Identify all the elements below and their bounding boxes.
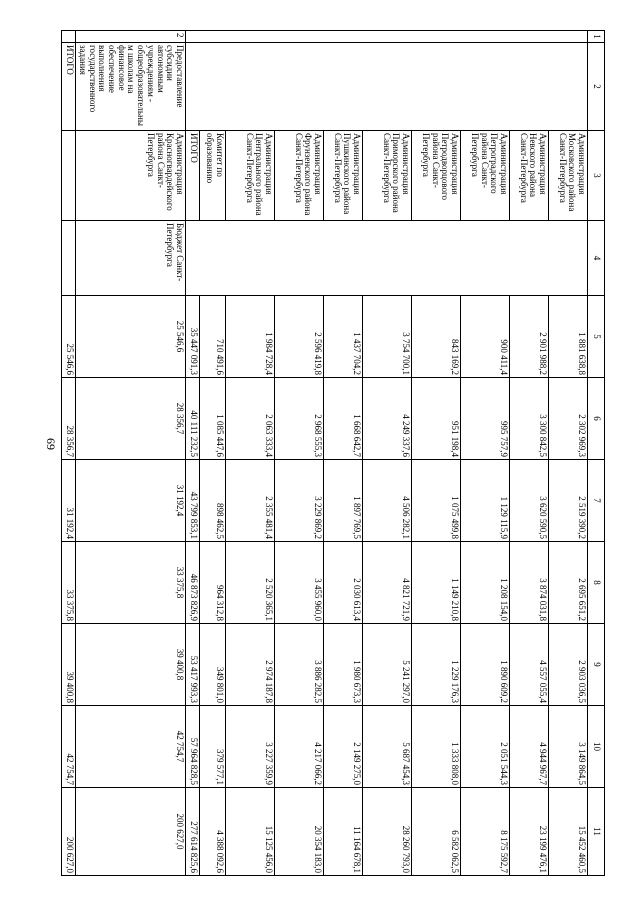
total-value: 39 400,8 xyxy=(62,624,76,706)
value-cell: 28 260 793,0 xyxy=(363,788,412,876)
value-cell: 3 149 864,5 xyxy=(549,706,588,788)
value-cell: 25 546,6 xyxy=(76,296,186,378)
header-cell: 10 xyxy=(588,706,605,788)
table-row xyxy=(461,31,510,876)
value-cell: 31 192,4 xyxy=(76,460,186,542)
total-value: 277 614 825,6 xyxy=(186,788,200,876)
value-cell: 2 520 365,1 xyxy=(226,542,275,624)
executor-cell: Комитет по образованию xyxy=(200,131,226,221)
total-value: 31 192,4 xyxy=(62,460,76,542)
value-cell: 4 506 282,1 xyxy=(363,460,412,542)
header-cell: 5 xyxy=(588,296,605,378)
empty-cell xyxy=(186,31,588,43)
value-cell: 28 356,7 xyxy=(76,378,186,460)
table-row xyxy=(226,31,275,876)
executor-cell: Администрация Петроградского района Санкт-Петербурга xyxy=(461,131,510,221)
document-page xyxy=(65,30,605,875)
rotated-table-container xyxy=(65,30,605,875)
header-cell: 8 xyxy=(588,542,605,624)
total-value: 40 111 232,5 xyxy=(186,378,200,460)
value-cell: 3 300 842,5 xyxy=(510,378,549,460)
header-row xyxy=(588,31,605,876)
empty-cell xyxy=(186,43,588,131)
executor-cell: Администрация Невского района Санкт-Петербурга xyxy=(510,131,549,221)
funding-source: Бюджет Санкт-Петербурга xyxy=(76,221,186,296)
value-cell: 200 627,0 xyxy=(76,788,186,876)
empty-cell xyxy=(186,221,588,296)
total-row xyxy=(186,31,200,876)
page-number: 69 xyxy=(44,438,58,450)
value-cell: 2 519 390,2 xyxy=(549,460,588,542)
table-row xyxy=(549,31,588,876)
value-cell: 1 229 176,3 xyxy=(412,624,461,706)
value-cell: 4 821 721,9 xyxy=(363,542,412,624)
value-cell: 2 030 613,4 xyxy=(324,542,363,624)
value-cell: 3 874 031,8 xyxy=(510,542,549,624)
table-row xyxy=(275,31,324,876)
value-cell: 20 354 183,0 xyxy=(275,788,324,876)
value-cell: 3 229 869,2 xyxy=(275,460,324,542)
table-row xyxy=(412,31,461,876)
value-cell: 3 455 960,0 xyxy=(275,542,324,624)
value-cell: 39 400,8 xyxy=(76,624,186,706)
value-cell: 15 452 460,5 xyxy=(549,788,588,876)
value-cell: 1 984 728,4 xyxy=(226,296,275,378)
value-cell: 1 881 638,8 xyxy=(549,296,588,378)
value-cell: 4 557 055,4 xyxy=(510,624,549,706)
header-cell: 4 xyxy=(588,221,605,296)
total-value: 46 873 826,9 xyxy=(186,542,200,624)
empty-cell xyxy=(62,221,76,296)
value-cell: 900 411,4 xyxy=(461,296,510,378)
value-cell: 1 890 609,2 xyxy=(461,624,510,706)
value-cell: 2 051 544,3 xyxy=(461,706,510,788)
executor-cell: Администрация Фрунзенского района Санкт-Петербурга xyxy=(275,131,324,221)
executor-cell: Администрация Центрального района Санкт-Петербурга xyxy=(226,131,275,221)
total-label: ИТОГО xyxy=(62,43,76,131)
value-cell: 2 968 555,3 xyxy=(275,378,324,460)
executor-cell: Администрация Петродворцового района Санкт-Петербурга xyxy=(412,131,461,221)
value-cell: 1 897 769,5 xyxy=(324,460,363,542)
value-cell: 710 491,6 xyxy=(200,296,226,378)
value-cell: 1 208 154,0 xyxy=(461,542,510,624)
table-row xyxy=(324,31,363,876)
value-cell: 6 582 062,5 xyxy=(412,788,461,876)
header-cell: 2 xyxy=(588,43,605,131)
total-value: 42 754,7 xyxy=(62,706,76,788)
value-cell: 1 085 447,6 xyxy=(200,378,226,460)
executor-cell: Администрация Приморского района Санкт-Петербурга xyxy=(363,131,412,221)
header-cell: 3 xyxy=(588,131,605,221)
value-cell: 1 980 673,3 xyxy=(324,624,363,706)
value-cell: 995 757,9 xyxy=(461,378,510,460)
value-cell: 964 312,8 xyxy=(200,542,226,624)
value-cell: 3 620 590,5 xyxy=(510,460,549,542)
total-value: 200 627,0 xyxy=(62,788,76,876)
value-cell: 5 241 297,0 xyxy=(363,624,412,706)
value-cell: 1 668 642,7 xyxy=(324,378,363,460)
activity-description: Предоставление субсидии автономным учреждениям - общеобразовательным школам на финансовое обеспечение выполнения государственного задания xyxy=(76,43,186,131)
value-cell: 5 687 454,3 xyxy=(363,706,412,788)
header-cell: 9 xyxy=(588,624,605,706)
value-cell: 1 149 210,8 xyxy=(412,542,461,624)
table-row xyxy=(363,31,412,876)
value-cell: 2 695 651,2 xyxy=(549,542,588,624)
value-cell: 2 901 988,2 xyxy=(510,296,549,378)
value-cell: 2 063 333,4 xyxy=(226,378,275,460)
empty-cell xyxy=(62,31,76,43)
value-cell: 898 462,5 xyxy=(200,460,226,542)
value-cell: 951 198,4 xyxy=(412,378,461,460)
value-cell: 8 175 592,7 xyxy=(461,788,510,876)
empty-cell xyxy=(62,131,76,221)
value-cell: 2 149 275,0 xyxy=(324,706,363,788)
value-cell: 15 125 456,0 xyxy=(226,788,275,876)
total-value: 35 447 091,3 xyxy=(186,296,200,378)
total-value: 33 375,8 xyxy=(62,542,76,624)
total-label: ИТОГО xyxy=(186,131,200,221)
table-row xyxy=(76,31,186,876)
budget-table xyxy=(61,30,605,876)
value-cell: 2 355 481,4 xyxy=(226,460,275,542)
value-cell: 2 302 969,3 xyxy=(549,378,588,460)
total-value: 43 799 853,1 xyxy=(186,460,200,542)
value-cell: 843 169,2 xyxy=(412,296,461,378)
value-cell: 42 754,7 xyxy=(76,706,186,788)
row-number: 2 xyxy=(76,31,186,43)
value-cell: 379 577,1 xyxy=(200,706,226,788)
executor-cell: Администрация Московского района Санкт-Петербурга xyxy=(549,131,588,221)
value-cell: 1 075 499,8 xyxy=(412,460,461,542)
value-cell: 2 974 187,8 xyxy=(226,624,275,706)
total-value: 57 964 828,5 xyxy=(186,706,200,788)
total-value: 53 417 993,3 xyxy=(186,624,200,706)
header-cell: 1 xyxy=(588,31,605,43)
value-cell: 1 333 808,0 xyxy=(412,706,461,788)
value-cell: 4 944 967,7 xyxy=(510,706,549,788)
table-row xyxy=(510,31,549,876)
value-cell: 1 129 115,9 xyxy=(461,460,510,542)
total-value: 25 546,6 xyxy=(62,296,76,378)
value-cell: 4 249 337,6 xyxy=(363,378,412,460)
header-cell: 6 xyxy=(588,378,605,460)
value-cell: 4 217 066,2 xyxy=(275,706,324,788)
value-cell: 4 388 092,6 xyxy=(200,788,226,876)
value-cell: 3 886 282,5 xyxy=(275,624,324,706)
value-cell: 2 903 036,5 xyxy=(549,624,588,706)
executor-cell: Администрация Красногвардейского района Санкт-Петербурга xyxy=(76,131,186,221)
value-cell: 3 227 359,9 xyxy=(226,706,275,788)
value-cell: 33 375,8 xyxy=(76,542,186,624)
header-cell: 7 xyxy=(588,460,605,542)
table-row xyxy=(200,31,226,876)
total-row xyxy=(62,31,76,876)
executor-cell: Администрация Пушкинского района Санкт-Петербурга xyxy=(324,131,363,221)
value-cell: 11 164 678,1 xyxy=(324,788,363,876)
value-cell: 2 596 419,8 xyxy=(275,296,324,378)
value-cell: 349 801,0 xyxy=(200,624,226,706)
value-cell: 1 437 704,2 xyxy=(324,296,363,378)
header-cell: 11 xyxy=(588,788,605,876)
total-value: 28 356,7 xyxy=(62,378,76,460)
value-cell: 3 754 700,1 xyxy=(363,296,412,378)
value-cell: 23 199 476,1 xyxy=(510,788,549,876)
